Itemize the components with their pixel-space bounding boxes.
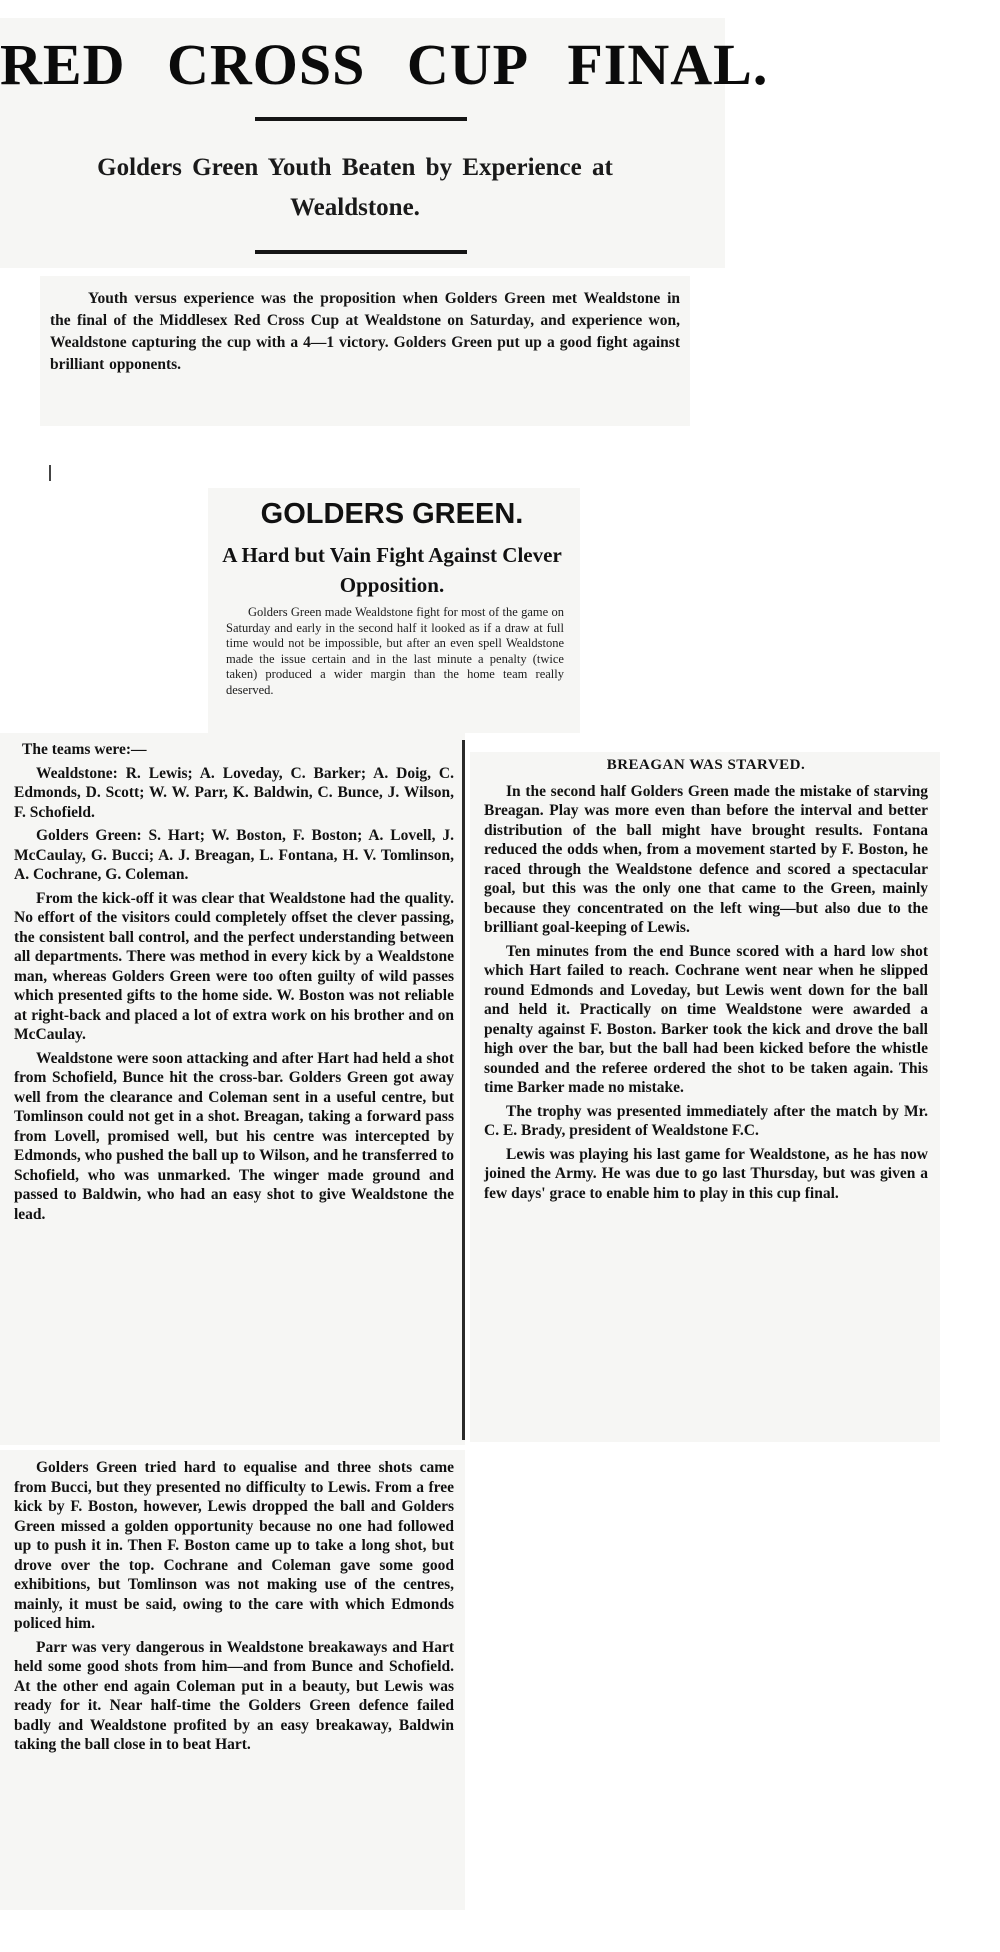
bottom-paragraph-1: Golders Green tried hard to equalise and three shots came from Bucci, but they presented no difficulty to Lewis. From a free kick by F. Boston, however, Lewis dropped the ball and Golders Green missed a golden opportunity because no one had followed up to push it in. Then F. Boston came up to take a long shot, but drove over the top. Cochrane and Coleman gave some good exhibitions, but Tomlinson was not making use of the centres, mainly, it must be said, owing to the care with which Edmonds policed him. [14, 1459, 454, 1632]
headline-rule-bottom [255, 250, 467, 254]
right-paragraph-1: In the second half Golders Green made the mistake of starving Breagan. Play was more even than before the interval and better distribution of the ball might have brought results. Fontana reduced the odds when, from a movement started by F. Boston, he raced through the Wealdstone defence and scored a spectacular goal, but this was the only one that came to the Green, mainly because they concentrated on the left wing—but also due to the brilliant goal-keeping of Lewis. [484, 782, 928, 936]
bottom-column [14, 1458, 454, 1759]
left-paragraph-1: From the kick-off it was clear that Wealdstone had the quality. No effort of the visitors could completely offset the clever passing, the consistent ball control, and the perfect understanding between all departments. There was method in every kick by a Wealdstone man, whereas Golders Green were too often guilty of wild passes which presented gifts to the home side. W. Boston was not reliable at right-back and placed a lot of extra work on his brother and on McCaulay. [14, 889, 454, 1043]
teams-intro: The teams were:— [22, 741, 147, 758]
golders-green-lineup: Golders Green: S. Hart; W. Boston, F. Boston; A. Lovell, J. McCaulay, G. Bucci; A. J. Breagan, L. Fontana, H. V. Tomlinson, A. Cochrane, G. Coleman. [14, 827, 454, 883]
headline: RED CROSS CUP FINAL. [0, 32, 769, 97]
left-paragraph-2: Wealdstone were soon attacking and after Hart had held a shot from Schofield, Bunce hit the cross-bar. Golders Green got away well from the clearance and Coleman sent in a useful centre, but Tomlinson could not get in a shot. Breagan, taking a forward pass from Lovell, promised well, but his centre was intercepted by Edmonds, who pushed the ball up to Wilson, and he transferred to Schofield, who was unmarked. The winger made ground and passed to Baldwin, who had an easy shot to give Wealdstone the lead. [14, 1049, 454, 1223]
intro-paragraph: Youth versus experience was the proposition when Golders Green met Wealdstone in the final of the Middlesex Red Cross Cup at Wealdstone on Saturday, and experience won, Wealdstone capturing the cup with a 4—1 victory. Golders Green put up a good fight against brilliant opponents. [50, 290, 680, 373]
column-divider [462, 740, 465, 1440]
right-paragraph-2: Ten minutes from the end Bunce scored with a hard low shot which Hart failed to reach. Cochrane went near when he slipped round Edmonds and Loveday, but Lewis went down for the ball and held it. Practically on time Wealdstone were awarded a penalty against F. Boston. Barker took the kick and drove the ball high over the bar, but the ball had been kicked before the whistle sounded and the referee ordered the shot to be taken again. This time Barker made no mistake. [484, 942, 928, 1096]
margin-mark [49, 465, 51, 481]
bottom-paragraph-2: Parr was very dangerous in Wealdstone breakaways and Hart held some good shots from him—and from Bunce and Schofield. At the other end again Coleman put in a beauty, but Lewis was ready for it. Near half-time the Golders Green defence failed badly and Wealdstone profited by an easy breakaway, Baldwin taking the ball close in to beat Hart. [14, 1638, 454, 1753]
right-paragraph-3: The trophy was presented immediately after the match by Mr. C. E. Brady, president of Wealdstone F.C. [484, 1102, 928, 1139]
right-paragraph-4: Lewis was playing his last game for Wealdstone, as he has now joined the Army. He was due to go last Thursday, but was given a few days' grace to enable him to play in this cup final. [484, 1145, 928, 1202]
left-column [14, 740, 454, 1228]
section-summary: Golders Green made Wealdstone fight for most of the game on Saturday and early in the second half it looked as if a draw at full time would not be impossible, but after an even spell Wealdstone made the issue certain and in the last minute a penalty (twice taken) produced a wider margin than the home team really deserved. [226, 605, 564, 697]
subheadline: Golders Green Youth Beaten by Experience at Wealdstone. [97, 154, 613, 221]
headline-rule-top [255, 117, 467, 121]
section-title: GOLDERS GREEN. [260, 498, 524, 530]
right-column-heading: BREAGAN WAS STARVED. [606, 757, 806, 773]
wealdstone-lineup: Wealdstone: R. Lewis; A. Loveday, C. Barker; A. Doig, C. Edmonds, D. Scott; W. W. Parr, K. Baldwin, C. Bunce, J. Wilson, F. Schofield. [14, 764, 454, 821]
right-column [484, 756, 928, 1207]
section-subtitle: A Hard but Vain Fight Against Clever Opposition. [222, 543, 562, 597]
